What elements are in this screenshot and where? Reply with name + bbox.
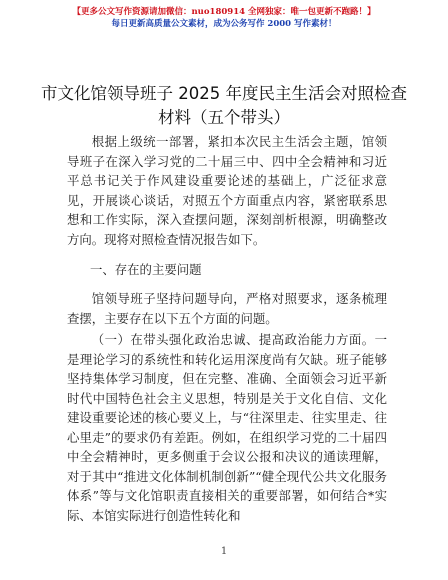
page-number: 1 (220, 546, 228, 557)
subsection-text: （一）在带头强化政治忠诚、提高政治能力方面。一是理论学习的系统性和转化运用深度尚有欠缺。班子能够坚持集体学习制度，但在完整、准确、全面领会习近平新时代中国特色社会主义思想，特别是关于文化自信、文化建设重要论述的核心要义上，与“往深里走、往实里走、往心里走”的要求仍有差距。例如，在组织学习党的二十届四中全会精神时，更多侧重于会议公报和决议的通读理解，对于其中“推进文化体制机制创新”“健全现代公共文化服务体系”等与文化馆职责直接相关的重要部署，如何结合*实际、本馆实际进行创造性转化和 (67, 332, 387, 523)
section-heading: 一、存在的主要问题 (90, 262, 202, 277)
section-intro-text: 馆领导班子坚持问题导向，严格对照要求，逐条梳理查摆，主要存在以下五个方面的问题。 (67, 291, 387, 326)
banner-line-blue: 每日更新高质量公文素材，成为公务写作 2000 写作素材！ (111, 19, 337, 29)
intro-paragraph (67, 132, 387, 249)
subsection-paragraph (67, 330, 387, 525)
intro-text: 根据上级统一部署，紧扣本次民主生活会主题，馆领导班子在深入学习党的二十届三中、四中全会精神和习近平总书记关于作风建设重要论述的基础上，广泛征求意见，开展谈心谈话，对照五个方面重点内容，紧密联系思想和工作实际，深入查摆问题，深刻剖析根源，明确整改方向。现将对照检查情况报告如下。 (67, 134, 387, 247)
banner-line-red: 【更多公文写作资源请加微信：nuo180914 全网独家：唯一包更新不跑路！】 (72, 7, 376, 17)
promo-banner (0, 6, 448, 30)
document-title: 市文化馆领导班子 2025 年度民主生活会对照检查材料（五个带头） (41, 84, 407, 127)
section-intro-paragraph (67, 289, 387, 328)
